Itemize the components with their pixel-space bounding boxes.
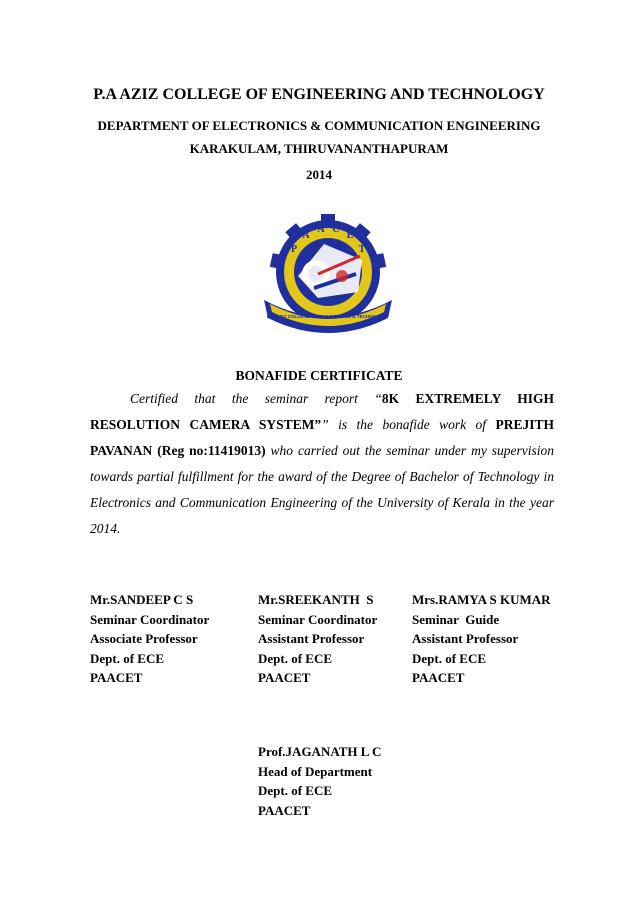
hod-role: Head of Department [258,763,373,779]
logo-letter: A [317,224,325,235]
header-year: 2014 [306,167,332,182]
signatory-block [90,590,209,688]
signatory-block [412,590,551,688]
logo-banner-text: P.A. AZIZ COLLEGE OF ENGINEERING & TECHNOLOGY [266,314,390,319]
signatory-name: Mr.SANDEEP C S [90,592,194,607]
signatory-dept: Dept. of ECE [412,650,487,666]
logo-letter: P [290,244,298,255]
signatory-name: Mr.SREEKANTH S [258,592,374,607]
signatory-role: Seminar Coordinator [258,611,378,627]
department-name: DEPARTMENT OF ELECTRONICS & COMMUNICATION ENGINEERING [97,118,541,133]
signatory-name: Mrs.RAMYA S KUMAR [412,592,551,607]
body-text: Certified that the seminar report “ [130,391,382,406]
college-name: P.A AZIZ COLLEGE OF ENGINEERING AND TECHNOLOGY [93,86,545,103]
certificate-body [90,386,554,542]
college-logo [258,214,398,344]
logo-letter: T [358,244,366,255]
registration-number: (Reg no:11419013) [157,443,266,458]
signatory-designation: Assistant Professor [258,631,365,646]
signatory-dept: Dept. of ECE [258,650,333,666]
logo-letter: A [302,230,310,241]
signatory-designation: Associate Professor [90,631,198,646]
signatory-dept: Dept. of ECE [90,650,165,666]
certificate-title: BONAFIDE CERTIFICATE [235,368,403,383]
logo-letter: C [332,224,340,235]
signatory-role: Seminar Guide [412,611,500,627]
signatory-designation: Assistant Professor [412,631,519,646]
signatory-inst: PAACET [90,670,143,685]
closing-quote: ” [314,417,322,432]
college-location: KARAKULAM, THIRUVANANTHAPURAM [189,141,449,156]
signatory-inst: PAACET [258,670,311,685]
signatory-inst: PAACET [412,670,465,685]
signatory-block [258,590,377,688]
signatory-role: Seminar Coordinator [90,611,210,627]
hod-name: Prof.JAGANATH L C [258,744,382,759]
logo-letter: E [346,230,354,241]
body-text: ” is the bonafide work of [321,417,496,432]
report-title: 8K EXTREMELY HIGH RESOLUTION CAMERA SYSTEM [90,391,555,432]
student-name: PREJITH PAVANAN [90,417,554,458]
body-text: who carried out the seminar under my supervision towards partial fulfillment for the award of the Degree of Bachelor of Technology in Electronics and Communication Engineering of the University of Kerala in the year 2014. [90,443,554,536]
hod-dept: Dept. of ECE [258,783,333,798]
hod-inst: PAACET [258,802,311,818]
hod-block [258,742,381,820]
